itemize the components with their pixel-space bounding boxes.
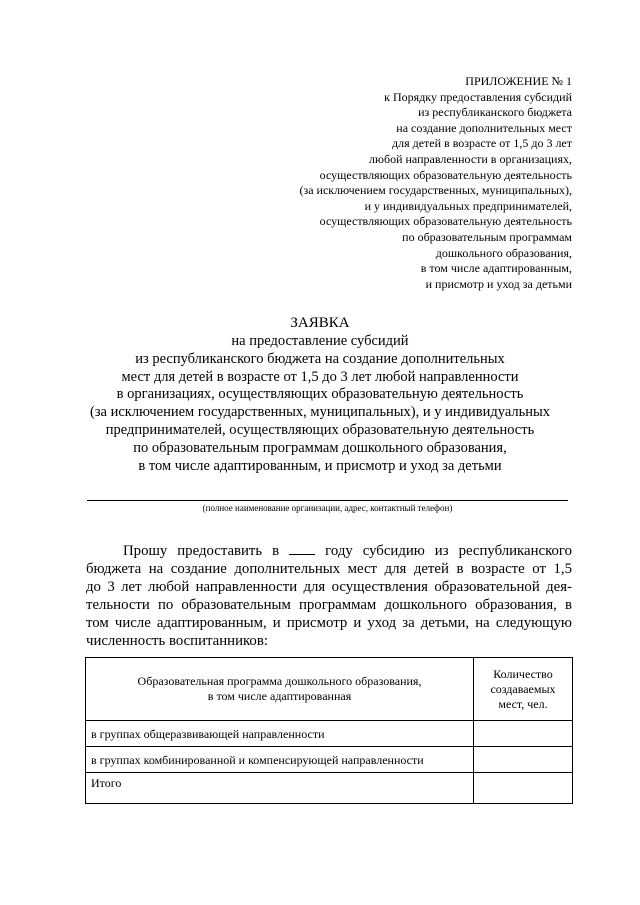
table-row bbox=[86, 747, 573, 773]
row-quantity-cell[interactable] bbox=[474, 747, 573, 773]
organization-field-caption: (полное наименование организации, адрес, контактный телефон) bbox=[202, 503, 453, 513]
appendix-line: и присмотр и уход за детьми bbox=[425, 276, 572, 291]
application-heading bbox=[70, 314, 570, 475]
organization-field-line[interactable] bbox=[87, 500, 568, 501]
appendix-line: в том числе адаптированным, bbox=[420, 261, 572, 276]
header-program-line: Образовательная программа дошкольного образования, bbox=[137, 674, 422, 688]
appendix-line: для детей в возрасте от 1,5 до 3 лет bbox=[392, 136, 572, 151]
request-paragraph bbox=[86, 542, 572, 650]
request-text-before-year: Прошу предоставить в bbox=[123, 543, 280, 559]
request-line: бюджета на создание дополнительных мест для детей в возрасте от 1,5 bbox=[86, 561, 572, 577]
header-program-line: в том числе адаптированная bbox=[207, 689, 352, 703]
appendix-line: осуществляющих образовательную деятельность bbox=[319, 214, 572, 229]
subtitle-line: (за исключением государственных, муниципальных), и у индивидуальных bbox=[89, 404, 551, 421]
request-line: том числе адаптированным, и присмотр и уход за детьми, на следующую bbox=[86, 615, 572, 631]
request-line: до 3 лет любой направленности для осуществления образовательной дея- bbox=[86, 579, 572, 595]
appendix-line: дошкольного образования, bbox=[435, 245, 572, 260]
request-text-after-year: году субсидию из республиканского bbox=[325, 543, 573, 559]
row-quantity-cell[interactable] bbox=[474, 721, 573, 747]
request-line-last: численность воспитанников: bbox=[86, 633, 268, 649]
places-table bbox=[85, 657, 573, 804]
appendix-header bbox=[212, 74, 572, 292]
appendix-line: к Порядку предоставления субсидий bbox=[384, 89, 572, 104]
appendix-title: ПРИЛОЖЕНИЕ № 1 bbox=[465, 74, 572, 88]
subtitle-line: в том числе адаптированным, и присмотр и уход за детьми bbox=[138, 457, 502, 474]
subtitle-line: предпринимателей, осуществляющих образовательную деятельность bbox=[105, 421, 535, 438]
subtitle-line: из республиканского бюджета на создание дополнительных bbox=[135, 350, 505, 367]
header-quantity-line: мест, чел. bbox=[498, 696, 548, 711]
table-header-row bbox=[86, 658, 573, 721]
subtitle-line: по образовательным программам дошкольного образования, bbox=[133, 439, 507, 456]
row-label: в группах комбинированной и компенсирующей направленности bbox=[86, 747, 474, 773]
subtitle-line: в организациях, осуществляющих образовательную деятельность bbox=[116, 386, 524, 403]
request-line-first bbox=[86, 542, 572, 560]
appendix-line: из республиканского бюджета bbox=[418, 105, 572, 120]
appendix-line: на создание дополнительных мест bbox=[396, 120, 572, 135]
document-title: ЗАЯВКА bbox=[290, 315, 350, 331]
total-label: Итого bbox=[86, 773, 474, 804]
appendix-line: по образовательным программам bbox=[402, 229, 572, 244]
appendix-line: любой направленности в организациях, bbox=[369, 151, 572, 166]
request-line: тельности по образовательным программам дошкольного образования, в bbox=[86, 597, 572, 613]
total-quantity-cell[interactable] bbox=[474, 773, 573, 804]
subtitle-line: мест для детей в возрасте от 1,5 до 3 лет любой направленности bbox=[121, 368, 519, 385]
table-row bbox=[86, 721, 573, 747]
header-quantity-line: создаваемых bbox=[490, 681, 556, 696]
appendix-line: осуществляющих образовательную деятельность bbox=[319, 167, 572, 182]
subtitle-line: на предоставление субсидий bbox=[231, 333, 409, 349]
appendix-line: (за исключением государственных, муниципальных), bbox=[299, 183, 572, 198]
header-quantity-line: Количество bbox=[493, 666, 553, 681]
appendix-line: и у индивидуальных предпринимателей, bbox=[364, 198, 572, 213]
header-program bbox=[86, 658, 474, 721]
year-blank-field[interactable] bbox=[289, 542, 315, 555]
header-quantity bbox=[474, 658, 573, 721]
table-total-row bbox=[86, 773, 573, 804]
row-label: в группах общеразвивающей направленности bbox=[86, 721, 474, 747]
